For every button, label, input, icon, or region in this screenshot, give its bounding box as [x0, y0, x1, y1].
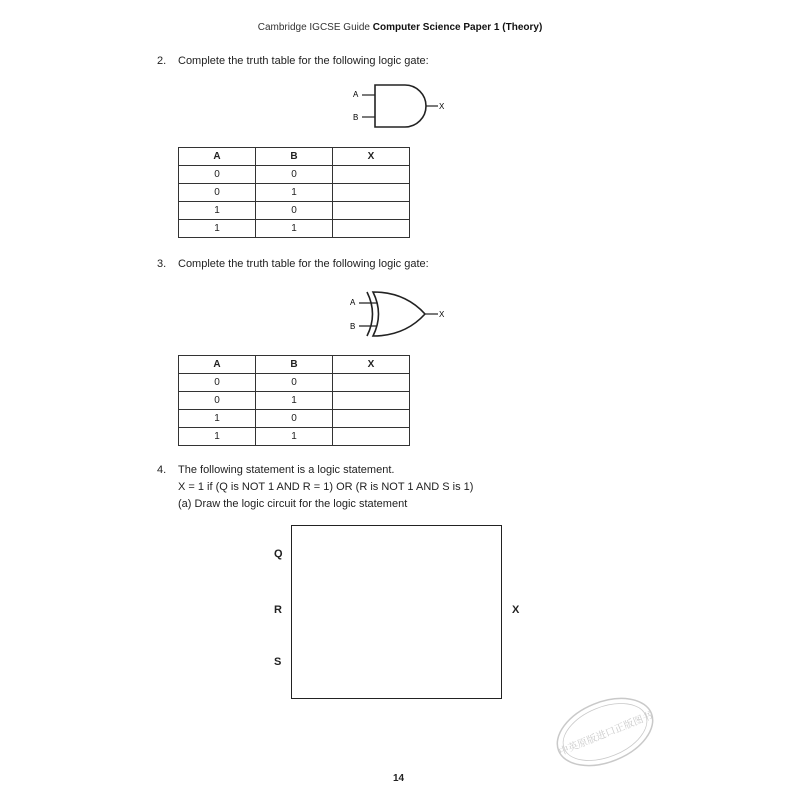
table-header-row [179, 148, 410, 166]
table-row [179, 220, 410, 238]
table-row [179, 166, 410, 184]
q2-gate-input-a: A [353, 90, 359, 99]
cell-x-answer[interactable] [333, 202, 410, 220]
q3-gate-output: X [439, 310, 445, 319]
cell-a: 1 [179, 410, 256, 428]
cell-b: 0 [256, 202, 333, 220]
col-header-a: A [179, 148, 256, 166]
table-row [179, 202, 410, 220]
cell-x-answer[interactable] [333, 392, 410, 410]
input-label-q: Q [274, 548, 283, 560]
cell-x-answer[interactable] [333, 374, 410, 392]
q3-gate-input-a: A [350, 298, 356, 307]
input-label-r: R [274, 604, 282, 616]
table-row [179, 392, 410, 410]
q4-line2: X = 1 if (Q is NOT 1 AND R = 1) OR (R is NOT 1 AND S is 1) [178, 481, 474, 493]
cell-b: 1 [256, 220, 333, 238]
cell-b: 1 [256, 184, 333, 202]
cell-x-answer[interactable] [333, 166, 410, 184]
q2-number: 2. [157, 55, 167, 67]
table-row [179, 374, 410, 392]
cell-a: 1 [179, 220, 256, 238]
header-title: Computer Science Paper 1 (Theory) [372, 22, 543, 33]
table-row [179, 184, 410, 202]
cell-b: 0 [256, 166, 333, 184]
q3-text: Complete the truth table for the following logic gate: [178, 258, 429, 270]
q2-truth-table [178, 147, 410, 238]
q2-text: Complete the truth table for the following logic gate: [178, 55, 429, 67]
cell-b: 0 [256, 410, 333, 428]
cell-x-answer[interactable] [333, 220, 410, 238]
cell-x-answer[interactable] [333, 410, 410, 428]
cell-a: 0 [179, 166, 256, 184]
q3-gate-input-b: B [350, 322, 356, 331]
cell-x-answer[interactable] [333, 184, 410, 202]
q4-number: 4. [157, 464, 167, 476]
table-row [179, 428, 410, 446]
cell-b: 0 [256, 374, 333, 392]
q2-gate-input-b: B [353, 113, 359, 122]
cell-a: 0 [179, 184, 256, 202]
cell-b: 1 [256, 428, 333, 446]
table-header-row [179, 356, 410, 374]
xor-gate-icon [373, 292, 425, 336]
header-series: Cambridge IGCSE Guide [257, 22, 370, 33]
q4-part-a: (a) Draw the logic circuit for the logic statement [178, 498, 408, 510]
cell-a: 1 [179, 428, 256, 446]
stamp-text: 中英原版进口正版图书 [557, 710, 655, 759]
input-label-s: S [274, 656, 282, 668]
circuit-drawing-area[interactable] [291, 525, 502, 699]
cell-b: 1 [256, 392, 333, 410]
q3-number: 3. [157, 258, 167, 270]
bookstore-stamp [545, 685, 665, 780]
cell-a: 0 [179, 374, 256, 392]
output-label-x: X [512, 604, 520, 616]
page-header [0, 22, 800, 33]
and-gate-icon [375, 85, 426, 127]
table-row [179, 410, 410, 428]
cell-a: 1 [179, 202, 256, 220]
xor-gate-diagram [345, 288, 455, 338]
col-header-a: A [179, 356, 256, 374]
q2-gate-output: X [439, 102, 445, 111]
page-number: 14 [393, 773, 405, 784]
q4-line1: The following statement is a logic statement. [178, 464, 395, 476]
col-header-x: X [333, 356, 410, 374]
and-gate-diagram [345, 80, 455, 130]
cell-a: 0 [179, 392, 256, 410]
col-header-b: B [256, 148, 333, 166]
cell-x-answer[interactable] [333, 428, 410, 446]
col-header-b: B [256, 356, 333, 374]
col-header-x: X [333, 148, 410, 166]
q3-truth-table [178, 355, 410, 446]
